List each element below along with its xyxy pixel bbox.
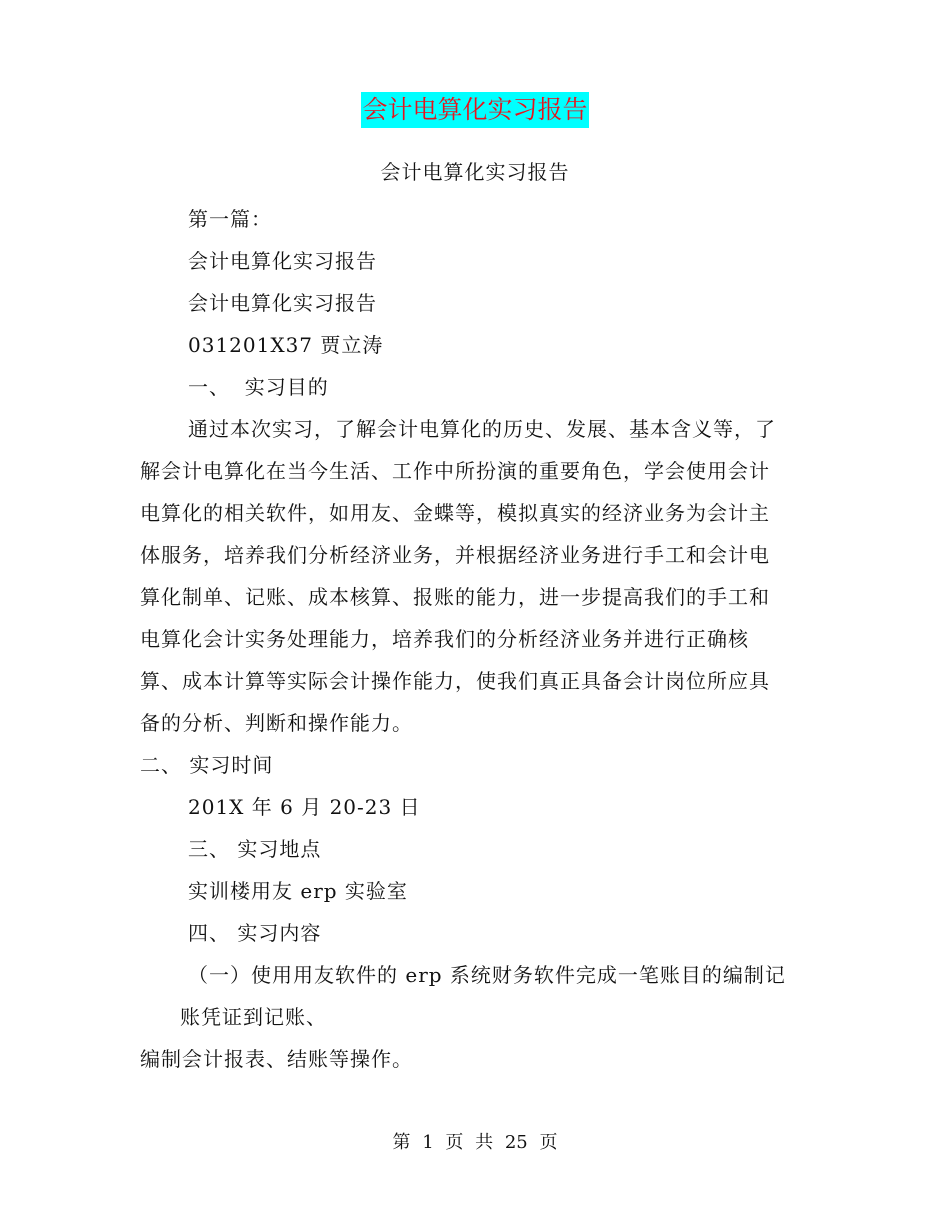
title-container — [0, 92, 950, 128]
section-heading: 实训楼用友 erp 实验室 — [188, 879, 408, 903]
paragraph-line: 四、 实习内容 — [188, 921, 322, 945]
paragraph-line: 账凭证到记账、 — [180, 1005, 327, 1029]
page-footer: 第 1 页 共 25 页 — [392, 1132, 558, 1153]
paragraph-line: 解会计电算化在当今生活、工作中所扮演的重要角色，学会使用会计 — [140, 459, 770, 483]
paragraph-line: 通过本次实习，了解会计电算化的历史、发展、基本含义等，了 — [188, 417, 776, 441]
section-heading: 第一篇： — [188, 207, 272, 231]
section-heading: 一、 实习目的 — [188, 375, 329, 399]
paragraph-line — [140, 1080, 796, 1122]
section-heading: （一）使用用友软件的 erp 系统财务软件完成一笔账目的编制记 — [188, 963, 786, 987]
paragraph-line: 会计电算化实习报告 — [188, 291, 377, 315]
document-subtitle: 会计电算化实习报告 — [380, 160, 570, 184]
document-title: 会计电算化实习报告 — [361, 92, 588, 128]
paragraph-line: 三、 实习地点 — [188, 837, 322, 861]
paragraph-line: 会计电算化实习报告 — [188, 249, 377, 273]
paragraph-line: 体服务，培养我们分析经济业务，并根据经济业务进行手工和会计电 — [140, 543, 770, 567]
paragraph-line: 算化制单、记账、成本核算、报账的能力，进一步提高我们的手工和 — [140, 585, 770, 609]
paragraph-line: 备的分析、判断和操作能力。 — [140, 711, 413, 735]
paragraph-line: 二、 实习时间 — [140, 753, 274, 777]
author-line: 031201X37 贾立涛 — [188, 333, 384, 357]
paragraph-line: 编制会计报表、结账等操作。 — [140, 1047, 413, 1071]
paragraph-line: 算、成本计算等实际会计操作能力，使我们真正具备会计岗位所应具 — [140, 669, 770, 693]
paragraph-line: 电算化的相关软件，如用友、金蝶等，模拟真实的经济业务为会计主 — [140, 501, 770, 525]
paragraph-line: 电算化会计实务处理能力，培养我们的分析经济业务并进行正确核 — [140, 627, 749, 651]
document-body — [140, 198, 796, 1122]
section-heading: 201X 年 6 月 20-23 日 — [188, 795, 421, 819]
